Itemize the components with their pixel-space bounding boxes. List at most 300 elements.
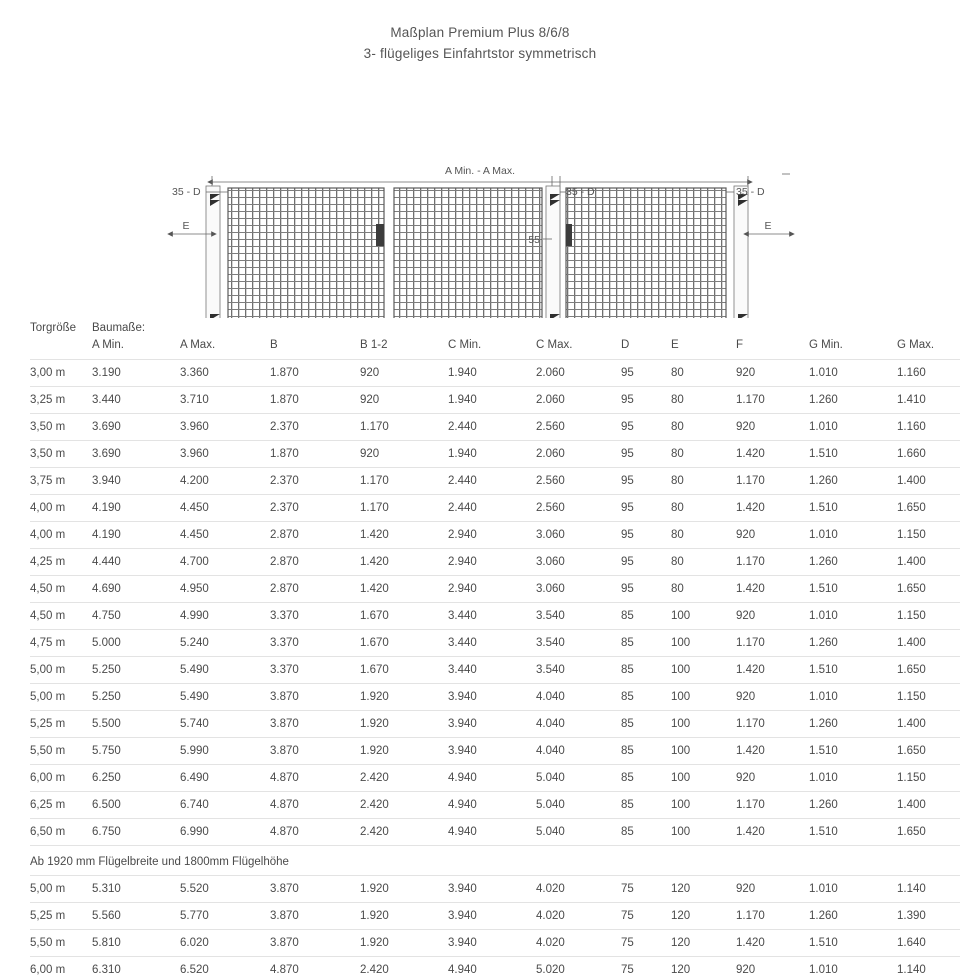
table-cell: 3.870 xyxy=(270,711,360,738)
table-cell: 3.370 xyxy=(270,657,360,684)
table-row xyxy=(30,495,960,522)
table-group-header-row xyxy=(30,320,960,337)
table-cell: 3.690 xyxy=(92,414,180,441)
table-cell: 85 xyxy=(621,738,671,765)
table-cell: 120 xyxy=(671,957,736,976)
table-cell: 6,00 m xyxy=(30,765,92,792)
table-cell: 2.560 xyxy=(536,495,621,522)
table-cell: 1.420 xyxy=(736,930,809,957)
table-row xyxy=(30,792,960,819)
title-line-2: 3- flügeliges Einfahrtstor symmetrisch xyxy=(363,46,597,61)
table-cell: 1.640 xyxy=(897,930,960,957)
group-header-baumasse: Baumaße: xyxy=(92,322,146,334)
table-cell: 1.420 xyxy=(736,819,809,846)
table-cell: 920 xyxy=(736,765,809,792)
table-cell: 3,50 m xyxy=(30,414,92,441)
table-cell: 3.940 xyxy=(448,876,536,903)
table-cell: 1.010 xyxy=(809,522,897,549)
table-cell: 5.040 xyxy=(536,819,621,846)
table-cell: 1.150 xyxy=(897,522,960,549)
col-header-g-max: G Max. xyxy=(897,339,935,351)
table-cell: 95 xyxy=(621,549,671,576)
table-cell: 1.010 xyxy=(809,360,897,387)
table-cell: 2.420 xyxy=(360,819,448,846)
page-title xyxy=(0,22,960,64)
table-cell: 3.870 xyxy=(270,684,360,711)
table-cell: 1.650 xyxy=(897,819,960,846)
table-section-label: Ab 1920 mm Flügelbreite und 1800mm Flügelhöhe xyxy=(30,846,960,876)
table-cell: 6.750 xyxy=(92,819,180,846)
table-cell: 1.510 xyxy=(809,576,897,603)
table-cell: 920 xyxy=(736,603,809,630)
table-cell: 5.040 xyxy=(536,765,621,792)
table-cell: 95 xyxy=(621,441,671,468)
table-cell: 3.540 xyxy=(536,603,621,630)
table-cell: 5.020 xyxy=(536,957,621,976)
table-cell: 80 xyxy=(671,414,736,441)
label-right-35d: 35 - D xyxy=(736,186,765,198)
table-cell: 2.060 xyxy=(536,387,621,414)
table-cell: 4.040 xyxy=(536,711,621,738)
title-line-1: Maßplan Premium Plus 8/6/8 xyxy=(390,25,570,40)
table-row xyxy=(30,738,960,765)
table-cell: 2.940 xyxy=(448,522,536,549)
table-cell: 85 xyxy=(621,657,671,684)
table-row xyxy=(30,630,960,657)
table-cell: 1.400 xyxy=(897,711,960,738)
table-cell: 1.260 xyxy=(809,387,897,414)
table-cell: 1.400 xyxy=(897,630,960,657)
table-cell: 4.690 xyxy=(92,576,180,603)
table-cell: 1.420 xyxy=(736,657,809,684)
table-cell: 4.870 xyxy=(270,792,360,819)
table-cell: 2.870 xyxy=(270,576,360,603)
table-cell: 4.200 xyxy=(180,468,270,495)
table-cell: 5,25 m xyxy=(30,903,92,930)
table-cell: 3.190 xyxy=(92,360,180,387)
table-cell: 100 xyxy=(671,819,736,846)
table-cell: 1.510 xyxy=(809,495,897,522)
table-cell: 1.870 xyxy=(270,387,360,414)
table-cell: 85 xyxy=(621,765,671,792)
table-cell: 5.310 xyxy=(92,876,180,903)
table-cell: 5,50 m xyxy=(30,738,92,765)
table-cell: 3,50 m xyxy=(30,441,92,468)
col-header-b: B xyxy=(270,339,278,351)
table-cell: 1.940 xyxy=(448,441,536,468)
table-cell: 1.920 xyxy=(360,903,448,930)
table-cell: 75 xyxy=(621,957,671,976)
table-cell: 920 xyxy=(360,441,448,468)
table-cell: 5.500 xyxy=(92,711,180,738)
table-row xyxy=(30,387,960,414)
label-a-span: A Min. - A Max. xyxy=(444,165,516,177)
col-header-a-min: A Min. xyxy=(92,339,124,351)
table-cell: 100 xyxy=(671,765,736,792)
table-cell: 3.370 xyxy=(270,603,360,630)
table-cell: 3.440 xyxy=(448,657,536,684)
table-cell: 4.870 xyxy=(270,765,360,792)
table-cell: 1.170 xyxy=(736,903,809,930)
table-cell: 1.150 xyxy=(897,765,960,792)
table-cell: 85 xyxy=(621,711,671,738)
table-cell: 1.170 xyxy=(360,468,448,495)
table-cell: 4.440 xyxy=(92,549,180,576)
table-cell: 5,25 m xyxy=(30,711,92,738)
table-cell: 2.940 xyxy=(448,576,536,603)
table-cell: 1.010 xyxy=(809,876,897,903)
table-cell: 1.010 xyxy=(809,957,897,976)
table-cell: 1.260 xyxy=(809,792,897,819)
table-cell: 1.390 xyxy=(897,903,960,930)
table-cell: 1.260 xyxy=(809,549,897,576)
table-cell: 3.960 xyxy=(180,441,270,468)
table-cell: 80 xyxy=(671,576,736,603)
table-cell: 100 xyxy=(671,684,736,711)
table-cell: 5.250 xyxy=(92,684,180,711)
table-cell: 1.260 xyxy=(809,630,897,657)
table-cell: 5.750 xyxy=(92,738,180,765)
table-cell: 85 xyxy=(621,792,671,819)
table-cell: 95 xyxy=(621,468,671,495)
table-cell: 1.420 xyxy=(736,576,809,603)
col-header-0 xyxy=(30,337,92,360)
table-cell: 920 xyxy=(360,360,448,387)
table-cell: 5.040 xyxy=(536,792,621,819)
table-cell: 3.940 xyxy=(448,738,536,765)
table-cell: 6.020 xyxy=(180,930,270,957)
table-cell: 3.440 xyxy=(448,603,536,630)
table-cell: 3.690 xyxy=(92,441,180,468)
table-cell: 1.920 xyxy=(360,684,448,711)
table-cell: 5.240 xyxy=(180,630,270,657)
table-cell: 1.170 xyxy=(736,468,809,495)
table-cell: 6,25 m xyxy=(30,792,92,819)
table-cell: 100 xyxy=(671,630,736,657)
table-cell: 920 xyxy=(736,684,809,711)
table-cell: 100 xyxy=(671,657,736,684)
table-cell: 1.510 xyxy=(809,738,897,765)
table-cell: 3.540 xyxy=(536,657,621,684)
table-cell: 1.510 xyxy=(809,819,897,846)
table-cell: 120 xyxy=(671,903,736,930)
table-cell: 2.060 xyxy=(536,441,621,468)
table-cell: 4.020 xyxy=(536,876,621,903)
table-cell: 5,00 m xyxy=(30,684,92,711)
table-cell: 4,00 m xyxy=(30,495,92,522)
table-cell: 3.940 xyxy=(448,903,536,930)
table-row xyxy=(30,765,960,792)
label-left-35d: 35 - D xyxy=(172,186,201,198)
table-cell: 1.940 xyxy=(448,387,536,414)
table-cell: 3.870 xyxy=(270,930,360,957)
table-cell: 1.170 xyxy=(360,495,448,522)
table-cell: 4.940 xyxy=(448,765,536,792)
table-cell: 4.020 xyxy=(536,930,621,957)
table-cell: 6.500 xyxy=(92,792,180,819)
table-cell: 80 xyxy=(671,495,736,522)
table-cell: 80 xyxy=(671,549,736,576)
table-cell: 3.060 xyxy=(536,522,621,549)
table-cell: 5.560 xyxy=(92,903,180,930)
specs-table-container xyxy=(0,320,960,976)
table-cell: 1.650 xyxy=(897,657,960,684)
table-cell: 1.420 xyxy=(360,576,448,603)
table-cell: 5,50 m xyxy=(30,930,92,957)
col-header-d: D xyxy=(621,339,630,351)
table-cell: 3,75 m xyxy=(30,468,92,495)
table-cell: 3.940 xyxy=(448,711,536,738)
table-cell: 3.710 xyxy=(180,387,270,414)
label-e-left: E xyxy=(182,220,190,232)
table-cell: 2.420 xyxy=(360,765,448,792)
group-header-torgroesse: Torgröße xyxy=(30,322,77,334)
table-cell: 1.420 xyxy=(736,441,809,468)
table-row xyxy=(30,360,960,387)
table-cell: 95 xyxy=(621,414,671,441)
table-cell: 920 xyxy=(360,387,448,414)
table-cell: 6.250 xyxy=(92,765,180,792)
table-cell: 120 xyxy=(671,876,736,903)
table-cell: 5,00 m xyxy=(30,876,92,903)
col-header-b12: B 1-2 xyxy=(360,339,388,351)
table-cell: 4,25 m xyxy=(30,549,92,576)
table-cell: 3,00 m xyxy=(30,360,92,387)
table-cell: 4.750 xyxy=(92,603,180,630)
table-cell: 80 xyxy=(671,522,736,549)
table-cell: 1.670 xyxy=(360,630,448,657)
table-cell: 5.490 xyxy=(180,684,270,711)
label-mid-35d: 35 - D xyxy=(566,186,595,198)
table-cell: 3.360 xyxy=(180,360,270,387)
table-cell: 3.440 xyxy=(92,387,180,414)
table-cell: 4.190 xyxy=(92,522,180,549)
table-cell: 95 xyxy=(621,360,671,387)
table-cell: 100 xyxy=(671,711,736,738)
table-row xyxy=(30,711,960,738)
table-cell: 5.990 xyxy=(180,738,270,765)
label-e-right: E xyxy=(764,220,772,232)
table-cell: 6,00 m xyxy=(30,957,92,976)
table-cell: 1.170 xyxy=(736,792,809,819)
table-cell: 80 xyxy=(671,360,736,387)
table-cell: 5,00 m xyxy=(30,657,92,684)
table-cell: 5.000 xyxy=(92,630,180,657)
table-cell: 5.770 xyxy=(180,903,270,930)
table-cell: 75 xyxy=(621,903,671,930)
table-cell: 2.420 xyxy=(360,957,448,976)
table-cell: 2.420 xyxy=(360,792,448,819)
table-cell: 80 xyxy=(671,468,736,495)
table-cell: 3.870 xyxy=(270,738,360,765)
table-cell: 4.940 xyxy=(448,957,536,976)
table-cell: 4.450 xyxy=(180,495,270,522)
table-cell: 6.520 xyxy=(180,957,270,976)
col-header-a-max: A Max. xyxy=(180,339,216,351)
table-cell: 1.420 xyxy=(360,549,448,576)
table-cell: 6,50 m xyxy=(30,819,92,846)
table-cell: 1.400 xyxy=(897,792,960,819)
label-55: 55 xyxy=(528,234,540,246)
table-cell: 1.170 xyxy=(736,630,809,657)
table-cell: 95 xyxy=(621,387,671,414)
table-row xyxy=(30,468,960,495)
table-cell: 1.140 xyxy=(897,876,960,903)
table-cell: 1.260 xyxy=(809,903,897,930)
table-column-header-row xyxy=(30,337,960,360)
table-row xyxy=(30,414,960,441)
table-cell: 4,50 m xyxy=(30,603,92,630)
table-cell: 3.870 xyxy=(270,903,360,930)
table-row xyxy=(30,957,960,976)
table-row xyxy=(30,903,960,930)
table-cell: 4.040 xyxy=(536,738,621,765)
table-cell: 1.260 xyxy=(809,468,897,495)
table-cell: 3.940 xyxy=(448,684,536,711)
table-row xyxy=(30,684,960,711)
table-cell: 3.940 xyxy=(92,468,180,495)
table-cell: 4.940 xyxy=(448,819,536,846)
table-cell: 1.920 xyxy=(360,738,448,765)
table-cell: 1.650 xyxy=(897,495,960,522)
table-cell: 1.160 xyxy=(897,360,960,387)
table-cell: 920 xyxy=(736,876,809,903)
table-cell: 120 xyxy=(671,930,736,957)
table-cell: 4.870 xyxy=(270,819,360,846)
table-cell: 3.370 xyxy=(270,630,360,657)
table-cell: 6.310 xyxy=(92,957,180,976)
table-section-row xyxy=(30,846,960,876)
table-cell: 85 xyxy=(621,684,671,711)
table-cell: 2.560 xyxy=(536,414,621,441)
table-cell: 1.160 xyxy=(897,414,960,441)
table-cell: 100 xyxy=(671,792,736,819)
table-row xyxy=(30,819,960,846)
table-cell: 1.920 xyxy=(360,876,448,903)
table-cell: 3.540 xyxy=(536,630,621,657)
table-cell: 6.740 xyxy=(180,792,270,819)
table-cell: 920 xyxy=(736,522,809,549)
table-cell: 1.170 xyxy=(736,711,809,738)
table-cell: 4.940 xyxy=(448,792,536,819)
table-cell: 1.010 xyxy=(809,414,897,441)
table-cell: 1.670 xyxy=(360,603,448,630)
table-cell: 4.040 xyxy=(536,684,621,711)
table-cell: 5.520 xyxy=(180,876,270,903)
table-cell: 2.440 xyxy=(448,414,536,441)
table-row xyxy=(30,657,960,684)
table-cell: 100 xyxy=(671,603,736,630)
table-row xyxy=(30,876,960,903)
table-cell: 2.370 xyxy=(270,495,360,522)
table-cell: 1.010 xyxy=(809,603,897,630)
table-cell: 1.400 xyxy=(897,549,960,576)
table-cell: 4.990 xyxy=(180,603,270,630)
table-cell: 1.650 xyxy=(897,576,960,603)
table-cell: 1.650 xyxy=(897,738,960,765)
table-cell: 3.060 xyxy=(536,549,621,576)
table-cell: 4.700 xyxy=(180,549,270,576)
col-header-c-max: C Max. xyxy=(536,339,573,351)
table-cell: 3.940 xyxy=(448,930,536,957)
table-cell: 1.140 xyxy=(897,957,960,976)
table-cell: 100 xyxy=(671,738,736,765)
table-body xyxy=(30,360,960,976)
table-cell: 1.420 xyxy=(360,522,448,549)
table-cell: 920 xyxy=(736,957,809,976)
table-cell: 2.370 xyxy=(270,414,360,441)
col-header-e: E xyxy=(671,339,679,351)
table-cell: 1.920 xyxy=(360,711,448,738)
table-cell: 1.260 xyxy=(809,711,897,738)
table-cell: 2.440 xyxy=(448,468,536,495)
table-cell: 1.170 xyxy=(360,414,448,441)
table-cell: 4,50 m xyxy=(30,576,92,603)
table-row xyxy=(30,441,960,468)
table-cell: 1.410 xyxy=(897,387,960,414)
table-cell: 1.510 xyxy=(809,930,897,957)
table-cell: 5.740 xyxy=(180,711,270,738)
table-cell: 3,25 m xyxy=(30,387,92,414)
table-cell: 1.940 xyxy=(448,360,536,387)
table-cell: 85 xyxy=(621,603,671,630)
table-cell: 1.870 xyxy=(270,360,360,387)
table-cell: 1.510 xyxy=(809,657,897,684)
table-cell: 1.010 xyxy=(809,684,897,711)
table-cell: 2.370 xyxy=(270,468,360,495)
table-row xyxy=(30,549,960,576)
table-cell: 1.660 xyxy=(897,441,960,468)
table-cell: 1.400 xyxy=(897,468,960,495)
table-cell: 1.170 xyxy=(736,549,809,576)
table-cell: 5.490 xyxy=(180,657,270,684)
table-cell: 3.440 xyxy=(448,630,536,657)
table-cell: 85 xyxy=(621,630,671,657)
table-cell: 1.420 xyxy=(736,738,809,765)
table-cell: 1.670 xyxy=(360,657,448,684)
table-cell: 4,75 m xyxy=(30,630,92,657)
technical-drawing xyxy=(0,78,960,318)
table-cell: 1.170 xyxy=(736,387,809,414)
table-cell: 5.250 xyxy=(92,657,180,684)
table-cell: 1.510 xyxy=(809,441,897,468)
table-cell: 4.870 xyxy=(270,957,360,976)
table-cell: 1.010 xyxy=(809,765,897,792)
table-row xyxy=(30,576,960,603)
table-cell: 920 xyxy=(736,414,809,441)
table-cell: 75 xyxy=(621,930,671,957)
col-header-g-min: G Min. xyxy=(809,339,843,351)
table-cell: 3.960 xyxy=(180,414,270,441)
table-cell: 4.950 xyxy=(180,576,270,603)
table-cell: 80 xyxy=(671,441,736,468)
specs-table xyxy=(30,320,960,976)
table-cell: 4.190 xyxy=(92,495,180,522)
table-cell: 2.440 xyxy=(448,495,536,522)
table-cell: 1.420 xyxy=(736,495,809,522)
table-cell: 95 xyxy=(621,495,671,522)
table-cell: 6.990 xyxy=(180,819,270,846)
col-header-c-min: C Min. xyxy=(448,339,482,351)
table-cell: 95 xyxy=(621,576,671,603)
table-cell: 6.490 xyxy=(180,765,270,792)
table-cell: 4.020 xyxy=(536,903,621,930)
table-cell: 95 xyxy=(621,522,671,549)
table-cell: 920 xyxy=(736,360,809,387)
table-row xyxy=(30,603,960,630)
table-cell: 2.060 xyxy=(536,360,621,387)
table-cell: 4.450 xyxy=(180,522,270,549)
